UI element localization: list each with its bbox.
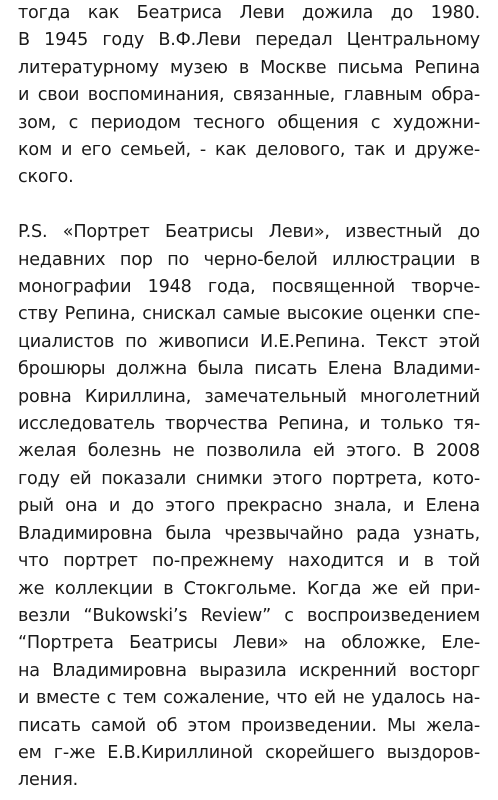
text-line: и вместе с тем сожаление, что ей не удалось на- bbox=[18, 688, 480, 709]
text-line: циалистов по живописи И.Е.Репина. Текст этой bbox=[18, 331, 480, 352]
text-line: ком и его семьей, - как делового, так и друже- bbox=[18, 140, 480, 161]
text-line: желая болезнь не позволила ей этого. В 2008 bbox=[18, 441, 480, 462]
text-line: везли “Bukowski’s Review” с воспроизведением bbox=[18, 605, 480, 626]
text-line: писать самой об этом произведении. Мы жела- bbox=[18, 715, 480, 736]
text-line: что портрет по-прежнему находится и в той bbox=[18, 551, 480, 572]
text-line: рый она и до этого прекрасно знала, и Елена bbox=[18, 496, 480, 517]
text-line: зом, с периодом тесного общения с художни- bbox=[18, 112, 480, 133]
document-page bbox=[18, 0, 480, 795]
text-line: ровна Кириллина, замечательный многолетний bbox=[18, 386, 480, 407]
text-line: ству Репина, снискал самые высокие оценки спе- bbox=[18, 304, 480, 325]
text-line: “Портрета Беатрисы Леви» на обложке, Еле- bbox=[18, 633, 480, 654]
text-line: Владимировна была чрезвычайно рада узнать, bbox=[18, 523, 480, 544]
text-line: литературному музею в Москве письма Репина bbox=[18, 57, 480, 78]
paragraph-biography bbox=[18, 0, 480, 192]
text-line: же коллекции в Стокгольме. Когда же ей при- bbox=[18, 578, 480, 599]
text-line: P.S. «Портрет Беатрисы Леви», известный до bbox=[18, 222, 480, 243]
text-line: ского. bbox=[18, 167, 74, 188]
text-line: недавних пор по черно-белой иллюстрации в bbox=[18, 249, 480, 270]
text-line: исследователь творчества Репина, и только тя- bbox=[18, 414, 480, 435]
text-line: тогда как Беатриса Леви дожила до 1980. bbox=[18, 3, 480, 23]
text-line: году ей показали снимки этого портрета, кото- bbox=[18, 468, 480, 489]
paragraph-postscript bbox=[18, 219, 480, 795]
text-line: монографии 1948 года, посвященной творче- bbox=[18, 277, 480, 298]
text-line: В 1945 году В.Ф.Леви передал Центральному bbox=[18, 30, 480, 51]
text-line: и свои воспоминания, связанные, главным обра- bbox=[18, 85, 480, 106]
text-line: ем г-же Е.В.Кириллиной скорейшего выздоров- bbox=[18, 742, 480, 763]
text-line: ления. bbox=[18, 770, 78, 791]
text-line: брошюры должна была писать Елена Владими- bbox=[18, 359, 480, 380]
text-line: на Владимировна выразила искренний восторг bbox=[18, 660, 480, 681]
paragraph-gap bbox=[18, 192, 480, 219]
